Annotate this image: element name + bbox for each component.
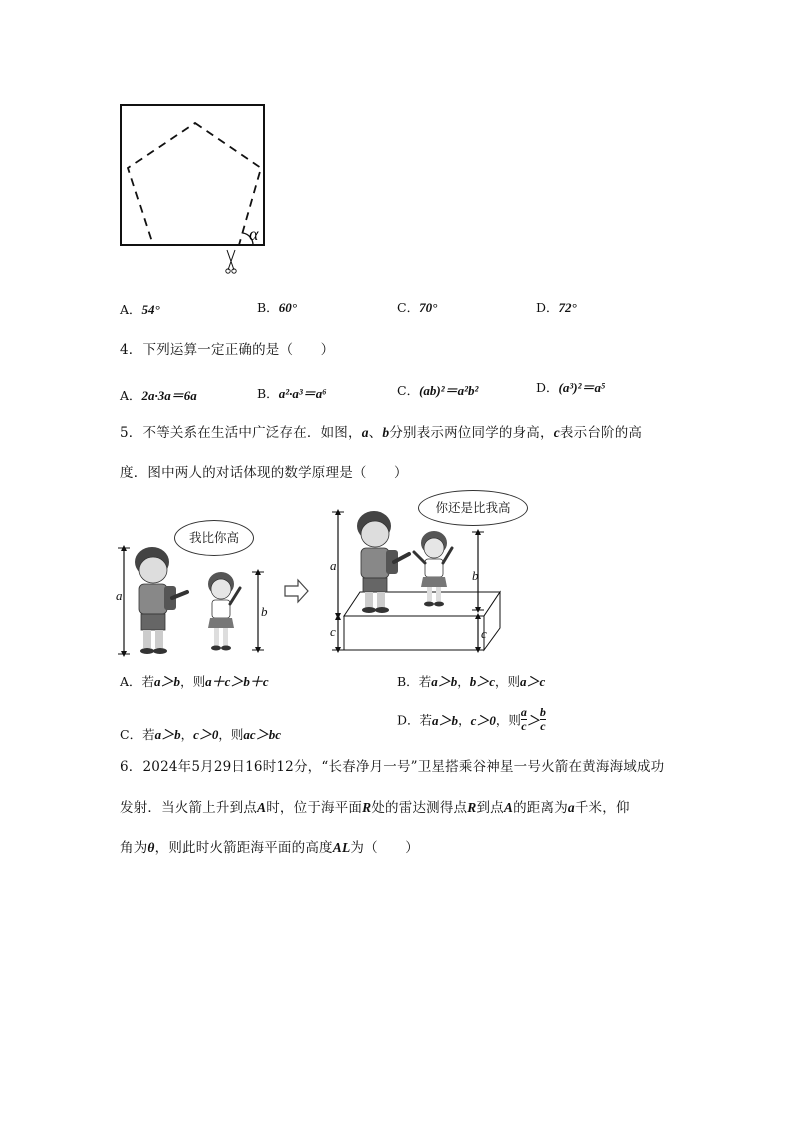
label-b-left: b	[261, 604, 268, 619]
q6-line2: 发射．当火箭上升到点A时，位于海平面R处的雷达测得点R到点A的距离为a千米，仰	[120, 800, 630, 816]
boy-figure-left	[135, 547, 187, 654]
label-a-left: a	[116, 588, 123, 603]
q3-option-d: D．72°	[536, 300, 577, 315]
q6-line1: 6．2024年5月29日16时12分，“长春净月一号”卫星搭乘谷神星一号火箭在黄海海域成功	[120, 759, 665, 775]
speech-bubble-left: 我比你高	[174, 520, 254, 556]
fraction-a-over-c: $\frac{a}{c}$	[520, 705, 527, 733]
q3-option-a: A．54°	[120, 302, 160, 317]
q5-stem-line1: 5．不等关系在生活中广泛存在．如图，a、b分别表示两位同学的身高，c表示台阶的高	[120, 425, 643, 441]
angle-alpha-label: α	[249, 224, 259, 244]
q4-option-d: D．(a³)²＝a⁵	[536, 380, 606, 395]
q5-option-b: B．若a＞b，b＞c，则a＞c	[397, 674, 546, 689]
speech-bubble-right: 你还是比我高	[418, 490, 528, 526]
q3-option-b: B．60°	[257, 300, 297, 315]
scissors-icon	[226, 250, 236, 273]
q4-option-a: A．2a·3a＝6a	[120, 388, 197, 403]
q5-option-d: D．若a＞b，c＞0，则 $\frac{a}{c}$ ＞ $\frac{b}{c}$	[397, 705, 546, 733]
q5-option-a: A．若a＞b，则a＋c＞b＋c	[120, 674, 269, 689]
label-c-left: c	[330, 624, 336, 639]
q4-option-b: B．a²·a³＝a⁶	[257, 386, 327, 401]
q3-option-c: C．70°	[397, 300, 438, 315]
q5-option-c: C．若a＞b，c＞0，则ac＞bc	[120, 727, 281, 742]
label-c-right: c	[481, 626, 487, 641]
label-b-right: b	[472, 568, 479, 583]
q4-option-c: C．(ab)²＝a²b²	[397, 383, 479, 398]
label-a-right: a	[330, 558, 337, 573]
girl-figure-left	[208, 572, 240, 651]
q4-stem: 4．下列运算一定正确的是（ ）	[120, 342, 335, 358]
right-arrow-icon	[285, 580, 308, 602]
q6-line3: 角为θ，则此时火箭距海平面的高度AL为（ ）	[120, 840, 419, 856]
q5-stem-line2: 度．图中两人的对话体现的数学原理是（ ）	[120, 465, 408, 481]
pentagon-figure	[115, 98, 285, 276]
fraction-b-over-c: $\frac{b}{c}$	[539, 705, 546, 733]
